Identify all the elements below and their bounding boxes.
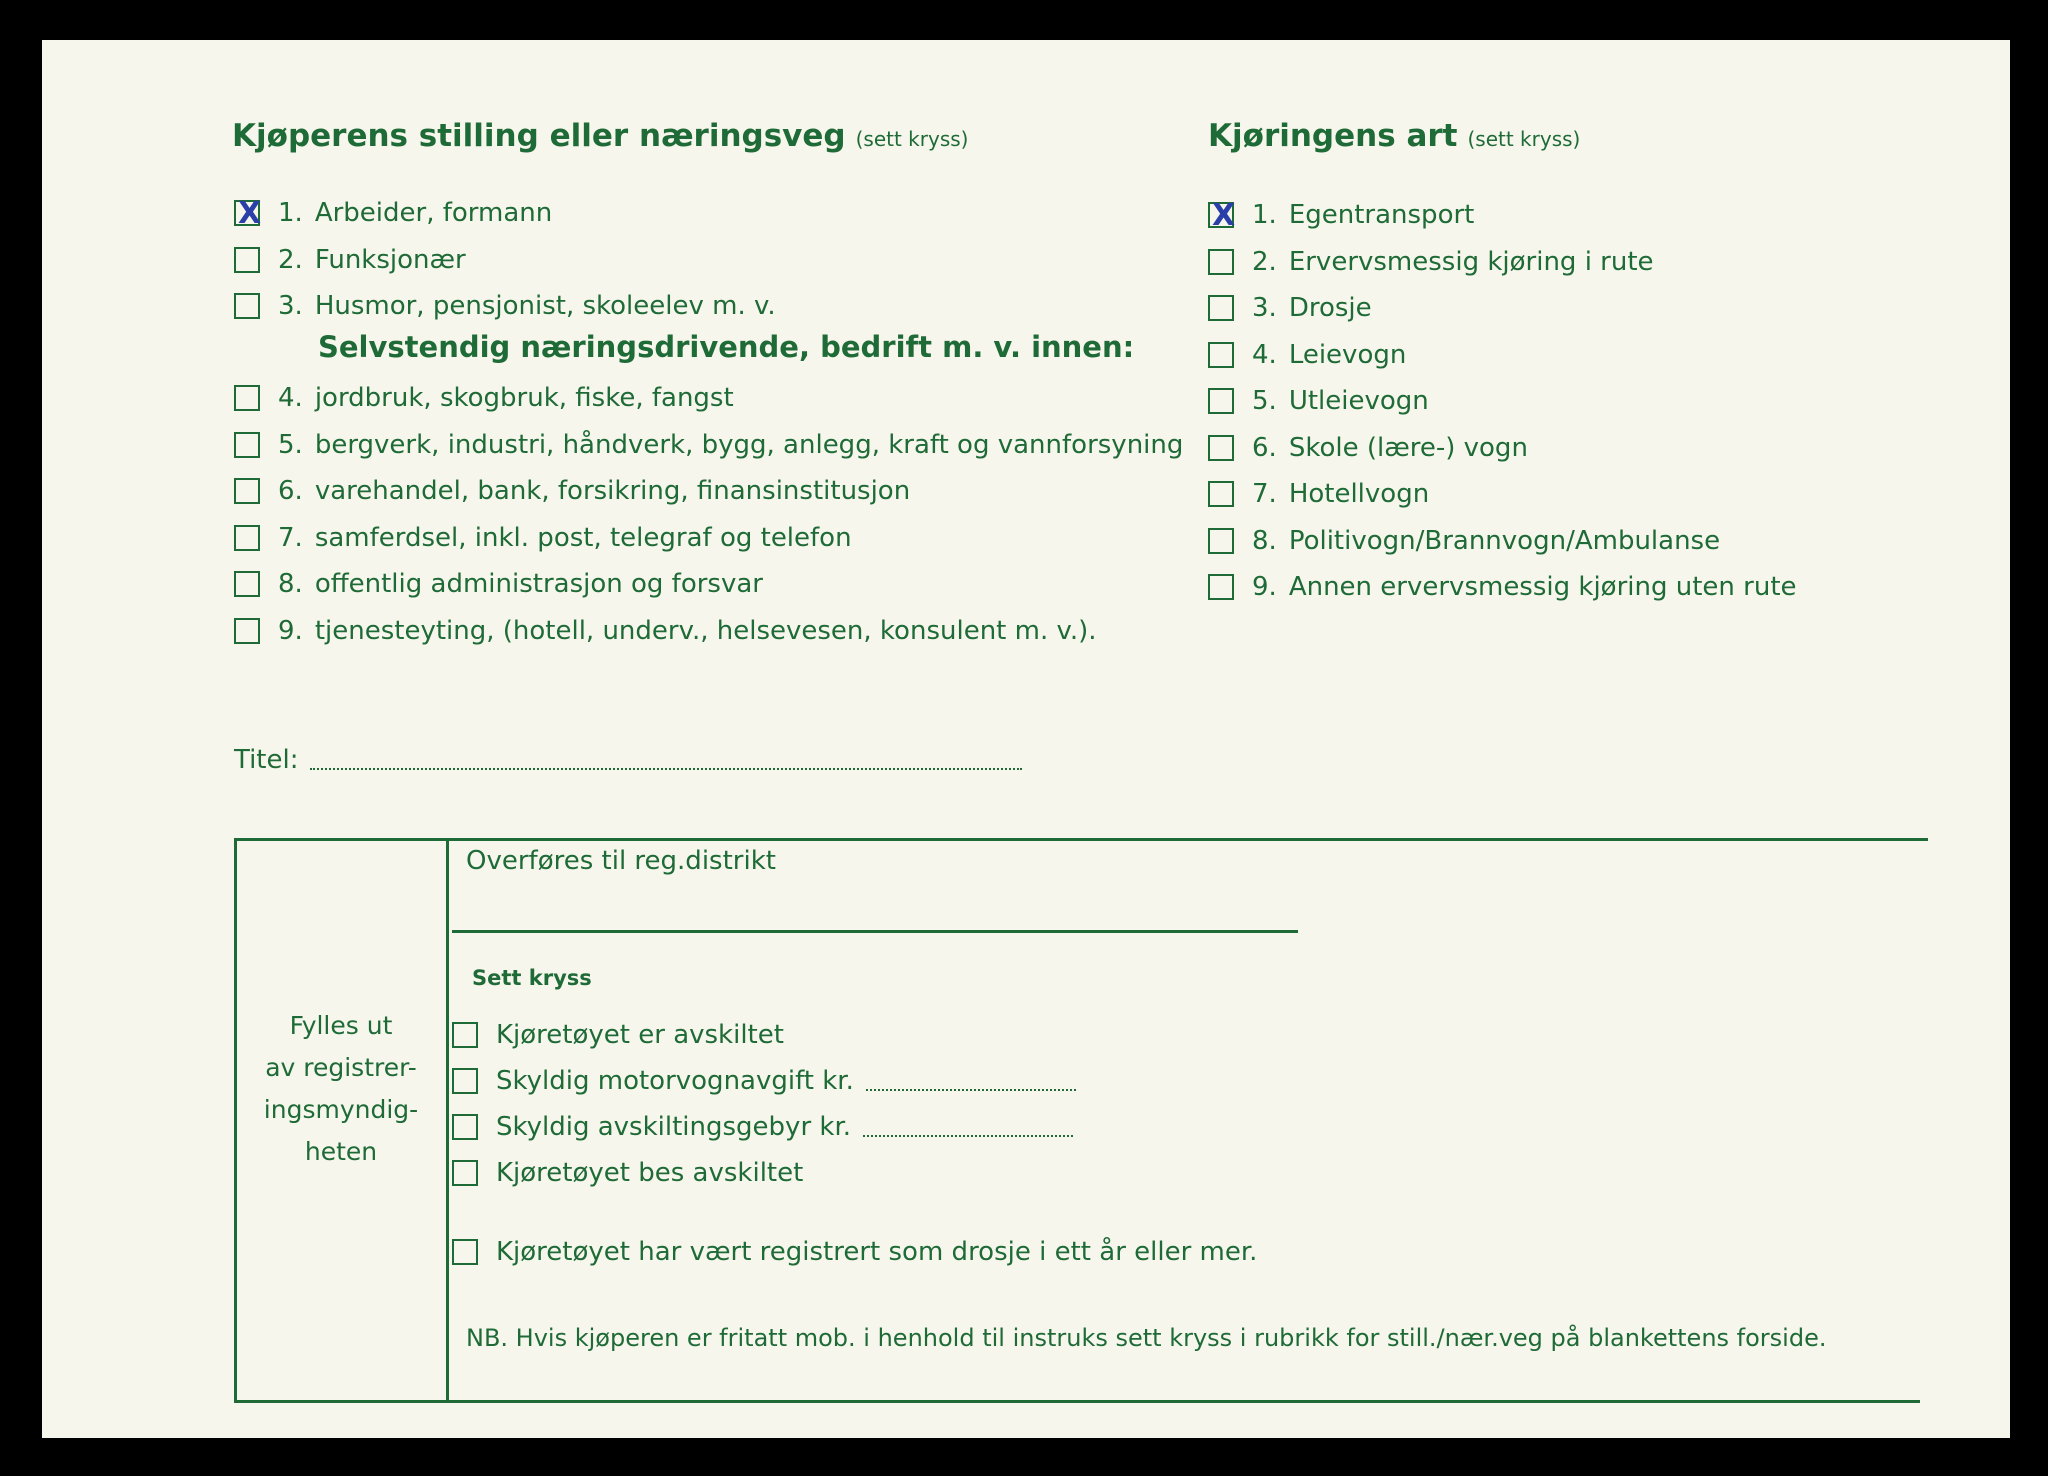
registration-check-item-label: Kjøretøyet er avskiltet <box>496 1020 784 1050</box>
occupation-item-1[interactable] <box>234 190 776 237</box>
driving-type-item-label: Utleievogn <box>1288 386 1429 417</box>
left-items-group-2 <box>234 375 1183 654</box>
driving-type-item-2[interactable] <box>1208 239 1797 286</box>
occupation-item-label: Arbeider, formann <box>314 198 553 229</box>
occupation-item-number: 5. <box>278 429 303 460</box>
drosje-check-label: Kjøretøyet har vært registrert som drosje i ett år eller mer. <box>496 1237 1258 1267</box>
left-subheading: Selvstendig næringsdrivende, bedrift m. v. innen: <box>318 330 1135 364</box>
registration-checks <box>452 1012 1076 1196</box>
occupation-item-label: jordbruk, skogbruk, fiske, fangst <box>314 383 734 414</box>
occupation-checkbox-3[interactable] <box>234 293 260 319</box>
driving-type-item-6[interactable] <box>1208 425 1797 472</box>
registration-check-item-label: Kjøretøyet bes avskiltet <box>496 1158 804 1188</box>
driving-type-item-number: 5. <box>1252 386 1277 417</box>
driving-type-checkbox-5[interactable] <box>1208 388 1234 414</box>
occupation-item-label: samferdsel, inkl. post, telegraf og telefon <box>314 522 852 553</box>
occupation-checkbox-5[interactable] <box>234 432 260 458</box>
registration-check-item-label: Skyldig motorvognavgift kr. <box>496 1066 854 1096</box>
driving-type-checkbox-9[interactable] <box>1208 574 1234 600</box>
occupation-item-2[interactable] <box>234 237 776 284</box>
left-heading-note: (sett kryss) <box>855 127 969 151</box>
box-bottom-line <box>234 1400 1920 1403</box>
occupation-checkbox-1[interactable] <box>234 200 260 226</box>
left-heading-text: Kjøperens stilling eller næringsveg <box>232 118 846 154</box>
driving-type-item-7[interactable] <box>1208 471 1797 518</box>
occupation-item-label: tjenesteyting, (hotell, underv., helsevesen, konsulent m. v.). <box>314 615 1097 646</box>
driving-type-item-number: 1. <box>1252 200 1277 231</box>
right-items <box>1208 192 1797 611</box>
driving-type-checkbox-7[interactable] <box>1208 481 1234 507</box>
occupation-item-number: 8. <box>278 569 303 600</box>
right-heading <box>1208 118 1580 154</box>
occupation-checkbox-7[interactable] <box>234 525 260 551</box>
driving-type-item-label: Ervervsmessig kjøring i rute <box>1288 246 1654 277</box>
occupation-checkbox-4[interactable] <box>234 385 260 411</box>
driving-type-checkbox-6[interactable] <box>1208 435 1234 461</box>
occupation-item-4[interactable] <box>234 375 1183 422</box>
occupation-item-9[interactable] <box>234 608 1183 655</box>
occupation-item-label: Funksjonær <box>314 244 466 275</box>
driving-type-item-4[interactable] <box>1208 332 1797 379</box>
sett-kryss-label: Sett kryss <box>472 966 592 990</box>
registration-check-item-2[interactable] <box>452 1058 1076 1104</box>
registration-check-checkbox-3[interactable] <box>452 1114 478 1140</box>
drosje-check[interactable] <box>452 1237 1257 1267</box>
occupation-item-label: offentlig administrasjon og forsvar <box>314 569 763 600</box>
occupation-checkbox-6[interactable] <box>234 478 260 504</box>
driving-type-item-5[interactable] <box>1208 378 1797 425</box>
registration-check-item-label: Skyldig avskiltingsgebyr kr. <box>496 1112 852 1142</box>
driving-type-item-label: Drosje <box>1288 293 1372 324</box>
driving-type-item-label: Politivogn/Brannvogn/Ambulanse <box>1288 525 1721 556</box>
driving-type-item-label: Annen ervervsmessig kjøring uten rute <box>1288 572 1797 603</box>
occupation-item-number: 3. <box>278 291 303 322</box>
box-top-line <box>234 838 1928 841</box>
left-heading <box>232 118 968 154</box>
driving-type-item-number: 4. <box>1252 339 1277 370</box>
driving-type-item-number: 3. <box>1252 293 1277 324</box>
registration-check-item-3[interactable] <box>452 1104 1076 1150</box>
driving-type-item-label: Skole (lære-) vogn <box>1288 432 1528 463</box>
driving-type-item-3[interactable] <box>1208 285 1797 332</box>
driving-type-item-label: Egentransport <box>1288 200 1475 231</box>
occupation-item-8[interactable] <box>234 561 1183 608</box>
side-label-line: Fylles ut <box>289 1011 393 1040</box>
occupation-item-6[interactable] <box>234 468 1183 515</box>
occupation-checkbox-2[interactable] <box>234 247 260 273</box>
right-heading-note: (sett kryss) <box>1467 127 1581 151</box>
occupation-item-number: 1. <box>278 198 303 229</box>
driving-type-checkbox-1[interactable] <box>1208 202 1234 228</box>
left-items-group-1 <box>234 190 776 330</box>
transfer-label: Overføres til reg.distrikt <box>466 846 776 876</box>
occupation-checkbox-8[interactable] <box>234 571 260 597</box>
box-divider-line <box>446 840 449 1402</box>
occupation-item-number: 4. <box>278 383 303 414</box>
driving-type-checkbox-4[interactable] <box>1208 342 1234 368</box>
side-label-line: av registrer- <box>265 1053 417 1082</box>
registration-side-label <box>238 1005 444 1173</box>
side-label-line: heten <box>304 1137 378 1166</box>
drosje-checkbox[interactable] <box>452 1239 478 1265</box>
occupation-item-number: 2. <box>278 244 303 275</box>
driving-type-item-number: 9. <box>1252 572 1277 603</box>
transfer-line[interactable] <box>452 930 1298 933</box>
driving-type-item-label: Leievogn <box>1288 339 1407 370</box>
title-dotted-line[interactable] <box>310 750 1022 770</box>
nb-note: NB. Hvis kjøperen er fritatt mob. i henhold til instruks sett kryss i rubrikk for still./nær.veg på blankettens forside. <box>466 1324 1827 1352</box>
driving-type-checkbox-8[interactable] <box>1208 528 1234 554</box>
driving-type-checkbox-3[interactable] <box>1208 295 1234 321</box>
registration-check-checkbox-4[interactable] <box>452 1160 478 1186</box>
occupation-item-3[interactable] <box>234 283 776 330</box>
driving-type-item-label: Hotellvogn <box>1288 479 1430 510</box>
registration-check-amount-dotted-line[interactable] <box>866 1071 1076 1091</box>
occupation-item-number: 6. <box>278 476 303 507</box>
driving-type-item-number: 8. <box>1252 525 1277 556</box>
registration-check-item-4[interactable] <box>452 1150 1076 1196</box>
occupation-item-7[interactable] <box>234 515 1183 562</box>
driving-type-checkbox-2[interactable] <box>1208 249 1234 275</box>
occupation-item-label: Husmor, pensjonist, skoleelev m. v. <box>314 291 776 322</box>
registration-check-checkbox-1[interactable] <box>452 1022 478 1048</box>
driving-type-item-1[interactable] <box>1208 192 1797 239</box>
driving-type-item-8[interactable] <box>1208 518 1797 565</box>
registration-check-item-1[interactable] <box>452 1012 1076 1058</box>
right-heading-text: Kjøringens art <box>1208 118 1458 154</box>
driving-type-item-number: 2. <box>1252 246 1277 277</box>
side-label-line: ingsmyndig- <box>263 1095 419 1124</box>
box-left-line <box>234 840 237 1402</box>
registration-check-amount-dotted-line[interactable] <box>863 1117 1073 1137</box>
title-field[interactable] <box>234 745 1022 775</box>
occupation-item-number: 9. <box>278 615 303 646</box>
registration-check-checkbox-2[interactable] <box>452 1068 478 1094</box>
driving-type-item-number: 7. <box>1252 479 1277 510</box>
occupation-item-5[interactable] <box>234 422 1183 469</box>
occupation-item-number: 7. <box>278 522 303 553</box>
driving-type-item-number: 6. <box>1252 432 1277 463</box>
occupation-item-label: varehandel, bank, forsikring, finansinstitusjon <box>314 476 911 507</box>
title-label: Titel: <box>234 745 299 775</box>
driving-type-item-9[interactable] <box>1208 564 1797 611</box>
occupation-checkbox-9[interactable] <box>234 618 260 644</box>
occupation-item-label: bergverk, industri, håndverk, bygg, anlegg, kraft og vannforsyning <box>314 429 1184 460</box>
